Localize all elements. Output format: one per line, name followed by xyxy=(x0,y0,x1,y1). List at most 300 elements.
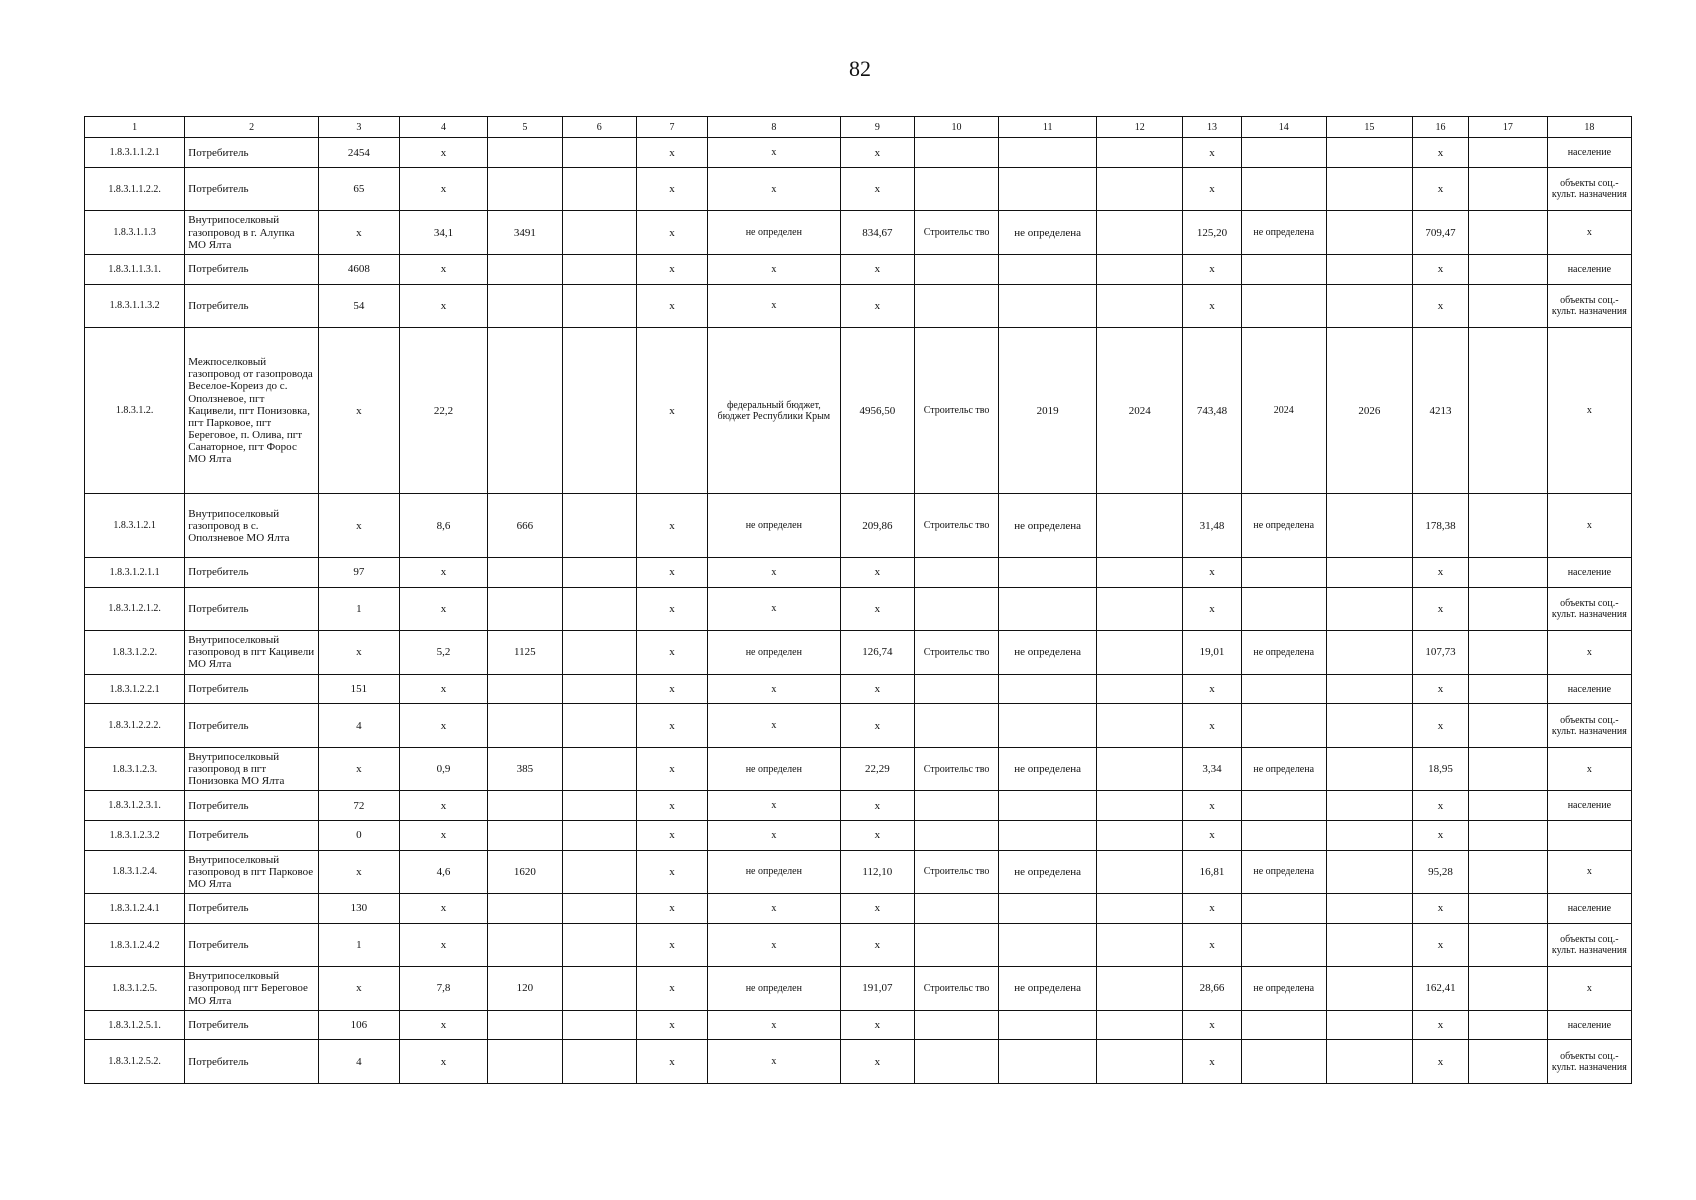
table-cell xyxy=(1326,1010,1412,1040)
table-cell: не определена xyxy=(999,967,1097,1010)
table-cell xyxy=(488,820,562,850)
table-cell xyxy=(562,923,636,966)
table-cell: объекты соц.-культ. назначения xyxy=(1547,923,1631,966)
table-cell xyxy=(1326,167,1412,210)
table-cell: x xyxy=(1547,631,1631,674)
table-cell: 1620 xyxy=(488,850,562,893)
table-cell: x xyxy=(318,747,399,790)
table-cell: 1.8.3.1.1.2.1 xyxy=(85,138,185,168)
table-cell: 22,2 xyxy=(399,327,487,493)
table-cell: объекты соц.-культ. назначения xyxy=(1547,704,1631,747)
table-cell: Строительс тво xyxy=(915,494,999,558)
table-cell xyxy=(562,631,636,674)
table-cell: не определен xyxy=(708,211,841,254)
table-cell: 1 xyxy=(318,923,399,966)
table-cell: x xyxy=(840,704,914,747)
table-cell: 0,9 xyxy=(399,747,487,790)
table-cell xyxy=(1326,791,1412,821)
table-cell: Строительс тво xyxy=(915,747,999,790)
table-cell xyxy=(1326,558,1412,588)
table-row xyxy=(85,211,1632,254)
table-cell: 1.8.3.1.2.2.1 xyxy=(85,674,185,704)
table-cell: x xyxy=(636,211,707,254)
table-cell xyxy=(1469,211,1548,254)
table-cell: 385 xyxy=(488,747,562,790)
table-cell xyxy=(999,704,1097,747)
table-cell xyxy=(1326,894,1412,924)
table-cell: 709,47 xyxy=(1413,211,1469,254)
table-cell xyxy=(1469,747,1548,790)
column-header-8: 8 xyxy=(708,117,841,138)
table-cell: Потребитель xyxy=(185,704,319,747)
table-cell xyxy=(488,558,562,588)
table-cell: 72 xyxy=(318,791,399,821)
table-row xyxy=(85,558,1632,588)
table-cell xyxy=(1097,558,1183,588)
table-cell: x xyxy=(636,850,707,893)
table-cell: x xyxy=(318,850,399,893)
table-cell xyxy=(1326,923,1412,966)
table-cell: 1125 xyxy=(488,631,562,674)
table-cell: Потребитель xyxy=(185,587,319,630)
table-cell: Потребитель xyxy=(185,923,319,966)
table-cell: население xyxy=(1547,894,1631,924)
table-cell xyxy=(1097,167,1183,210)
table-cell: Потребитель xyxy=(185,791,319,821)
table-cell: x xyxy=(399,820,487,850)
table-cell: x xyxy=(399,587,487,630)
table-cell xyxy=(488,138,562,168)
table-cell: 4213 xyxy=(1413,327,1469,493)
table-cell xyxy=(488,1040,562,1084)
table-cell: 4,6 xyxy=(399,850,487,893)
table-cell xyxy=(1097,284,1183,327)
table-cell xyxy=(999,791,1097,821)
table-cell xyxy=(562,791,636,821)
table-cell xyxy=(999,923,1097,966)
table-cell: x xyxy=(1183,167,1241,210)
table-cell xyxy=(1326,631,1412,674)
table-cell: не определен xyxy=(708,747,841,790)
table-cell xyxy=(1469,138,1548,168)
table-cell xyxy=(1469,167,1548,210)
table-cell: x xyxy=(636,327,707,493)
table-cell: 107,73 xyxy=(1413,631,1469,674)
table-cell: население xyxy=(1547,674,1631,704)
table-cell xyxy=(1326,674,1412,704)
table-cell: Внутрипоселковый газопровод пгт Береговое МО Ялта xyxy=(185,967,319,1010)
table-cell xyxy=(1469,820,1548,850)
table-row xyxy=(85,1040,1632,1084)
table-cell: x xyxy=(318,327,399,493)
table-cell: Потребитель xyxy=(185,1010,319,1040)
table-row xyxy=(85,791,1632,821)
table-cell xyxy=(1326,704,1412,747)
table-cell xyxy=(1326,211,1412,254)
table-cell: 1.8.3.1.2.3.2 xyxy=(85,820,185,850)
table-cell xyxy=(1241,558,1326,588)
table-cell: 4956,50 xyxy=(840,327,914,493)
table-cell xyxy=(1469,327,1548,493)
table-cell xyxy=(562,704,636,747)
table-cell: x xyxy=(1413,558,1469,588)
table-cell: 1.8.3.1.2.3. xyxy=(85,747,185,790)
table-cell: x xyxy=(399,674,487,704)
table-cell: x xyxy=(636,631,707,674)
table-cell xyxy=(488,327,562,493)
table-cell: не определена xyxy=(1241,747,1326,790)
table-cell xyxy=(1469,923,1548,966)
table-cell xyxy=(1326,820,1412,850)
table-cell xyxy=(1326,850,1412,893)
table-cell: 2024 xyxy=(1241,327,1326,493)
table-cell: x xyxy=(708,138,841,168)
table-cell: x xyxy=(840,894,914,924)
table-row xyxy=(85,284,1632,327)
table-cell xyxy=(1241,1040,1326,1084)
table-cell: Потребитель xyxy=(185,558,319,588)
table-cell: 1.8.3.1.1.2.2. xyxy=(85,167,185,210)
column-header-9: 9 xyxy=(840,117,914,138)
table-cell xyxy=(488,254,562,284)
table-cell: Внутрипоселковый газопровод в пгт Понизовка МО Ялта xyxy=(185,747,319,790)
table-cell: x xyxy=(840,1010,914,1040)
table-cell: x xyxy=(708,284,841,327)
table-cell xyxy=(1469,631,1548,674)
table-cell xyxy=(1097,1040,1183,1084)
table-cell: x xyxy=(318,211,399,254)
table-cell: 22,29 xyxy=(840,747,914,790)
table-cell: Потребитель xyxy=(185,674,319,704)
table-cell: население xyxy=(1547,254,1631,284)
table-cell: Строительс тво xyxy=(915,211,999,254)
table-cell: 112,10 xyxy=(840,850,914,893)
table-row xyxy=(85,674,1632,704)
table-cell xyxy=(562,674,636,704)
table-cell xyxy=(562,494,636,558)
table-cell: x xyxy=(708,1040,841,1084)
table-cell: не определена xyxy=(1241,967,1326,1010)
table-cell: x xyxy=(840,923,914,966)
column-header-6: 6 xyxy=(562,117,636,138)
table-cell: 125,20 xyxy=(1183,211,1241,254)
table-cell: Строительс тво xyxy=(915,967,999,1010)
column-header-17: 17 xyxy=(1469,117,1548,138)
table-cell: Потребитель xyxy=(185,254,319,284)
table-cell xyxy=(562,967,636,1010)
table-cell: объекты соц.-культ. назначения xyxy=(1547,587,1631,630)
table-cell: x xyxy=(636,587,707,630)
table-cell xyxy=(1097,894,1183,924)
table-cell xyxy=(915,167,999,210)
table-cell: 97 xyxy=(318,558,399,588)
table-cell xyxy=(1469,1010,1548,1040)
table-cell: x xyxy=(399,704,487,747)
table-cell: x xyxy=(318,494,399,558)
table-cell: 151 xyxy=(318,674,399,704)
table-cell: 191,07 xyxy=(840,967,914,1010)
table-cell: x xyxy=(708,894,841,924)
table-cell: не определена xyxy=(1241,631,1326,674)
table-cell xyxy=(1469,850,1548,893)
table-cell: не определена xyxy=(999,494,1097,558)
table-cell xyxy=(915,254,999,284)
table-cell: x xyxy=(1547,211,1631,254)
table-cell xyxy=(1097,791,1183,821)
table-cell xyxy=(488,923,562,966)
table-cell: Внутрипоселковый газопровод в с. Оползневое МО Ялта xyxy=(185,494,319,558)
table-cell xyxy=(1097,494,1183,558)
table-cell: x xyxy=(1413,894,1469,924)
table-cell xyxy=(562,850,636,893)
table-cell: x xyxy=(636,1040,707,1084)
table-cell: объекты соц.-культ. назначения xyxy=(1547,167,1631,210)
table-cell: Строительс тво xyxy=(915,631,999,674)
table-cell xyxy=(1241,894,1326,924)
table-cell: x xyxy=(1183,791,1241,821)
table-row xyxy=(85,138,1632,168)
table-cell: x xyxy=(708,167,841,210)
table-cell: 743,48 xyxy=(1183,327,1241,493)
table-cell: x xyxy=(1183,674,1241,704)
table-cell xyxy=(915,674,999,704)
table-cell xyxy=(1097,820,1183,850)
table-cell: x xyxy=(840,284,914,327)
table-cell xyxy=(915,704,999,747)
table-cell: 2026 xyxy=(1326,327,1412,493)
table-cell xyxy=(488,704,562,747)
table-cell: 1.8.3.1.2.3.1. xyxy=(85,791,185,821)
table-cell xyxy=(1097,674,1183,704)
table-cell: 0 xyxy=(318,820,399,850)
table-cell: x xyxy=(1183,1040,1241,1084)
table-cell: x xyxy=(840,167,914,210)
table-cell: 1.8.3.1.2.2. xyxy=(85,631,185,674)
table-cell xyxy=(1469,704,1548,747)
table-cell: Строительс тво xyxy=(915,327,999,493)
table-cell: x xyxy=(636,558,707,588)
table-row xyxy=(85,967,1632,1010)
table-cell xyxy=(488,674,562,704)
table-cell: x xyxy=(840,1040,914,1084)
table-cell: Потребитель xyxy=(185,820,319,850)
table-cell xyxy=(1241,791,1326,821)
table-cell: Межпоселковый газопровод от газопровода Веселое-Кореиз до с. Оползневое, пгт Кацивели, пгт Понизовка, пгт Парковое, пгт Береговое, п. Олива, пгт Санаторное, пгт Форос МО Ялта xyxy=(185,327,319,493)
table-row xyxy=(85,820,1632,850)
table-cell: x xyxy=(1183,820,1241,850)
table-cell: 3,34 xyxy=(1183,747,1241,790)
table-cell: x xyxy=(399,284,487,327)
table-cell: 209,86 xyxy=(840,494,914,558)
table-cell xyxy=(1469,254,1548,284)
table-cell xyxy=(562,587,636,630)
page-number: 82 xyxy=(849,56,871,81)
table-cell xyxy=(999,284,1097,327)
table-cell: 2019 xyxy=(999,327,1097,493)
table-cell xyxy=(562,894,636,924)
table-cell: 54 xyxy=(318,284,399,327)
table-cell xyxy=(1326,254,1412,284)
table-cell: x xyxy=(1183,894,1241,924)
table-cell: x xyxy=(708,1010,841,1040)
table-cell xyxy=(1326,138,1412,168)
table-cell: x xyxy=(1183,138,1241,168)
table-cell xyxy=(1469,284,1548,327)
table-row xyxy=(85,704,1632,747)
table-cell: x xyxy=(1183,704,1241,747)
table-cell xyxy=(915,284,999,327)
table-cell xyxy=(1097,747,1183,790)
table-cell: x xyxy=(840,254,914,284)
table-row xyxy=(85,1010,1632,1040)
table-cell: 4 xyxy=(318,704,399,747)
table-row xyxy=(85,167,1632,210)
table-cell: x xyxy=(636,820,707,850)
table-cell xyxy=(999,1040,1097,1084)
table-cell: x xyxy=(399,791,487,821)
table-cell xyxy=(1469,558,1548,588)
table-cell xyxy=(1241,1010,1326,1040)
table-cell xyxy=(1241,704,1326,747)
column-header-5: 5 xyxy=(488,117,562,138)
table-cell xyxy=(1097,923,1183,966)
table-cell xyxy=(999,587,1097,630)
table-cell xyxy=(488,167,562,210)
table-cell: x xyxy=(1547,494,1631,558)
column-header-7: 7 xyxy=(636,117,707,138)
table-cell: Потребитель xyxy=(185,138,319,168)
table-cell: объекты соц.-культ. назначения xyxy=(1547,1040,1631,1084)
table-cell: x xyxy=(1413,254,1469,284)
table-cell: 31,48 xyxy=(1183,494,1241,558)
table-cell: не определена xyxy=(999,211,1097,254)
table-cell xyxy=(1097,967,1183,1010)
table-cell xyxy=(1097,704,1183,747)
table-cell: не определен xyxy=(708,850,841,893)
table-cell: Потребитель xyxy=(185,167,319,210)
table-row xyxy=(85,631,1632,674)
table-cell: 3491 xyxy=(488,211,562,254)
table-cell: 1.8.3.1.2.1.1 xyxy=(85,558,185,588)
table-cell: x xyxy=(1183,254,1241,284)
table-cell xyxy=(915,558,999,588)
table-cell: x xyxy=(708,791,841,821)
table-cell: x xyxy=(708,704,841,747)
table-cell: x xyxy=(636,923,707,966)
column-header-2: 2 xyxy=(185,117,319,138)
table-cell: 1.8.3.1.2. xyxy=(85,327,185,493)
table-cell xyxy=(999,894,1097,924)
table-cell: 162,41 xyxy=(1413,967,1469,1010)
table-cell: x xyxy=(840,674,914,704)
table-cell: x xyxy=(708,674,841,704)
table-cell: население xyxy=(1547,558,1631,588)
table-cell: 1.8.3.1.1.3.1. xyxy=(85,254,185,284)
table-cell xyxy=(1241,167,1326,210)
table-cell: x xyxy=(636,1010,707,1040)
table-cell xyxy=(915,1010,999,1040)
header-row xyxy=(85,117,1632,138)
table-cell: 1.8.3.1.2.4.1 xyxy=(85,894,185,924)
table-cell xyxy=(999,558,1097,588)
table-cell: население xyxy=(1547,791,1631,821)
table-cell: не определена xyxy=(1241,850,1326,893)
table-cell xyxy=(999,167,1097,210)
table-cell: 4608 xyxy=(318,254,399,284)
column-header-14: 14 xyxy=(1241,117,1326,138)
table-cell xyxy=(1097,138,1183,168)
table-cell xyxy=(1097,254,1183,284)
table-cell xyxy=(488,1010,562,1040)
table-cell: 126,74 xyxy=(840,631,914,674)
table-cell: x xyxy=(708,254,841,284)
table-cell: 1 xyxy=(318,587,399,630)
table-cell xyxy=(562,284,636,327)
table-cell: 65 xyxy=(318,167,399,210)
table-cell: x xyxy=(1413,704,1469,747)
table-cell: x xyxy=(1413,587,1469,630)
table-row xyxy=(85,923,1632,966)
table-cell xyxy=(999,820,1097,850)
table-cell xyxy=(1326,967,1412,1010)
table-cell: 1.8.3.1.2.1.2. xyxy=(85,587,185,630)
table-cell: не определен xyxy=(708,631,841,674)
table-cell xyxy=(1097,631,1183,674)
table-cell: 5,2 xyxy=(399,631,487,674)
table-cell: 1.8.3.1.2.5.2. xyxy=(85,1040,185,1084)
table-cell xyxy=(488,284,562,327)
table-cell: x xyxy=(1183,284,1241,327)
table-cell: x xyxy=(636,704,707,747)
table-cell xyxy=(915,923,999,966)
table-cell: x xyxy=(1413,167,1469,210)
table-cell xyxy=(1326,747,1412,790)
table-cell xyxy=(1241,254,1326,284)
table-cell: x xyxy=(1413,1040,1469,1084)
table-cell xyxy=(999,674,1097,704)
table-cell: 178,38 xyxy=(1413,494,1469,558)
table-row xyxy=(85,747,1632,790)
table-cell xyxy=(562,254,636,284)
table-cell: Потребитель xyxy=(185,284,319,327)
column-header-3: 3 xyxy=(318,117,399,138)
table-cell: не определена xyxy=(1241,211,1326,254)
table-cell xyxy=(562,138,636,168)
table-cell: x xyxy=(840,791,914,821)
table-cell: x xyxy=(636,894,707,924)
table-cell xyxy=(562,820,636,850)
table-cell: не определена xyxy=(999,631,1097,674)
table-cell: объекты соц.-культ. назначения xyxy=(1547,284,1631,327)
table-cell: 95,28 xyxy=(1413,850,1469,893)
table-cell: 8,6 xyxy=(399,494,487,558)
table-cell xyxy=(915,587,999,630)
table-cell: 1.8.3.1.2.2.2. xyxy=(85,704,185,747)
column-header-18: 18 xyxy=(1547,117,1631,138)
table-cell xyxy=(562,1040,636,1084)
table-cell xyxy=(1097,850,1183,893)
table-row xyxy=(85,327,1632,493)
table-cell xyxy=(1097,1010,1183,1040)
table-cell: 834,67 xyxy=(840,211,914,254)
table-cell xyxy=(488,791,562,821)
column-header-4: 4 xyxy=(399,117,487,138)
table-cell xyxy=(1241,138,1326,168)
table-cell: 1.8.3.1.1.3.2 xyxy=(85,284,185,327)
table-cell xyxy=(562,167,636,210)
table-cell: 1.8.3.1.2.4. xyxy=(85,850,185,893)
table-cell: x xyxy=(840,138,914,168)
